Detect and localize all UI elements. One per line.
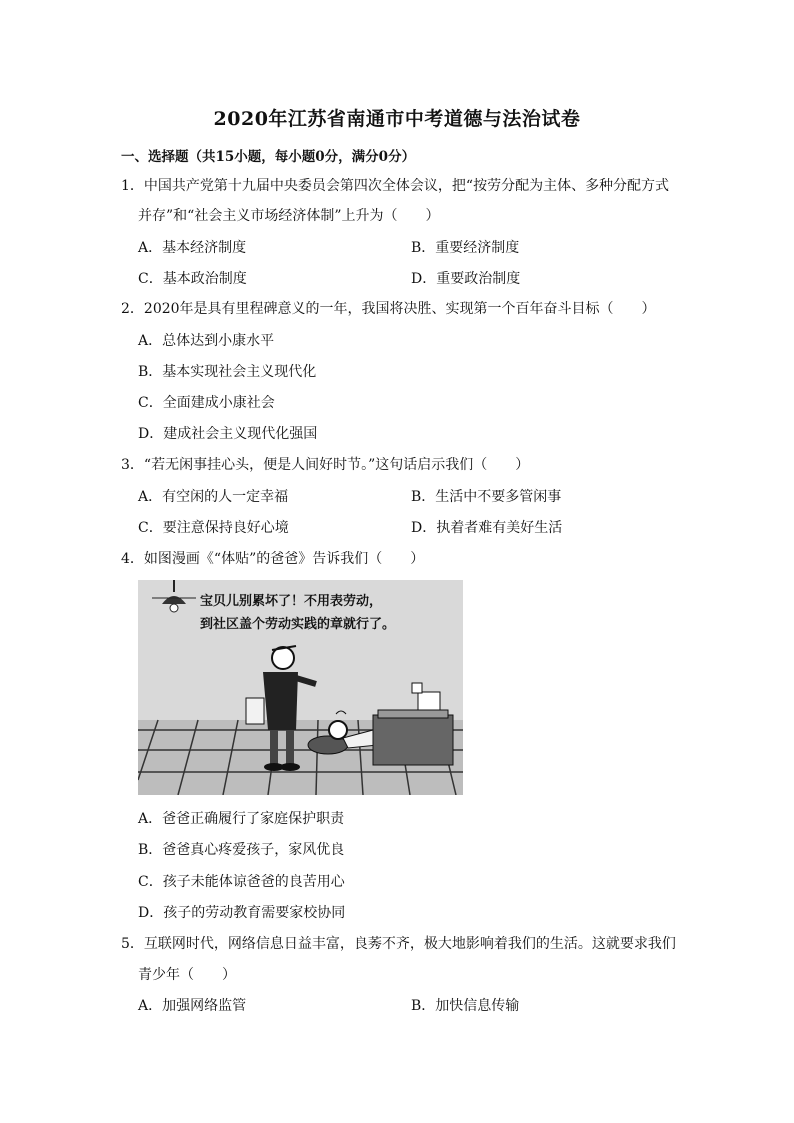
q5-option-a: A．加强网络监管 <box>138 998 247 1014</box>
q1-option-a: A．基本经济制度 <box>138 240 247 256</box>
q1-stem-line1: 1．中国共产党第十九届中央委员会第四次全体会议，把“按劳分配为主体、多种分配方式 <box>121 178 670 194</box>
q4-option-d: D．孩子的劳动教育需要家校协同 <box>138 905 346 921</box>
exam-title: 2020年江苏省南通市中考道德与法治试卷 <box>213 108 581 130</box>
q2-option-d: D．建成社会主义现代化强国 <box>138 426 318 442</box>
cartoon-speech-line2: 到社区盖个劳动实践的章就行了。 <box>200 617 396 632</box>
q1-option-b: B．重要经济制度 <box>411 240 520 256</box>
q3-option-d: D．执着者难有美好生活 <box>411 520 563 536</box>
q2-option-a: A．总体达到小康水平 <box>138 333 275 349</box>
q4-option-b: B．爸爸真心疼爱孩子，家风优良 <box>138 842 345 858</box>
q3-option-a: A．有空闲的人一定幸福 <box>138 489 289 505</box>
q2-option-b: B．基本实现社会主义现代化 <box>138 364 317 380</box>
q3-stem: 3．“若无闲事挂心头，便是人间好时节。”这句话启示我们（ ） <box>121 457 530 473</box>
q1-option-d: D．重要政治制度 <box>411 271 521 287</box>
q3-option-b: B．生活中不要多管闲事 <box>411 489 562 505</box>
cartoon-illustration <box>138 580 463 795</box>
q4-option-a: A．爸爸正确履行了家庭保护职责 <box>138 811 345 827</box>
q5-stem-line2: 青少年（ ） <box>138 967 236 983</box>
q4-option-c: C．孩子未能体谅爸爸的良苦用心 <box>138 874 345 890</box>
q3-option-c: C．要注意保持良好心境 <box>138 520 289 536</box>
q1-stem-line2: 并存”和“社会主义市场经济体制”上升为（ ） <box>138 208 440 224</box>
section-heading: 一、选择题（共15小题，每小题0分，满分0分） <box>121 149 416 165</box>
q5-option-b: B．加快信息传输 <box>411 998 520 1014</box>
cartoon-speech-line1: 宝贝儿别累坏了！不用表劳动， <box>200 594 383 609</box>
q4-stem: 4．如图漫画《“体贴”的爸爸》告诉我们（ ） <box>121 551 425 567</box>
q2-stem: 2．2020年是具有里程碑意义的一年，我国将决胜、实现第一个百年奋斗目标（ ） <box>121 301 656 317</box>
q1-option-c: C．基本政治制度 <box>138 271 247 287</box>
q2-option-c: C．全面建成小康社会 <box>138 395 275 411</box>
q5-stem-line1: 5．互联网时代，网络信息日益丰富，良莠不齐，极大地影响着我们的生活。这就要求我们 <box>121 936 676 952</box>
